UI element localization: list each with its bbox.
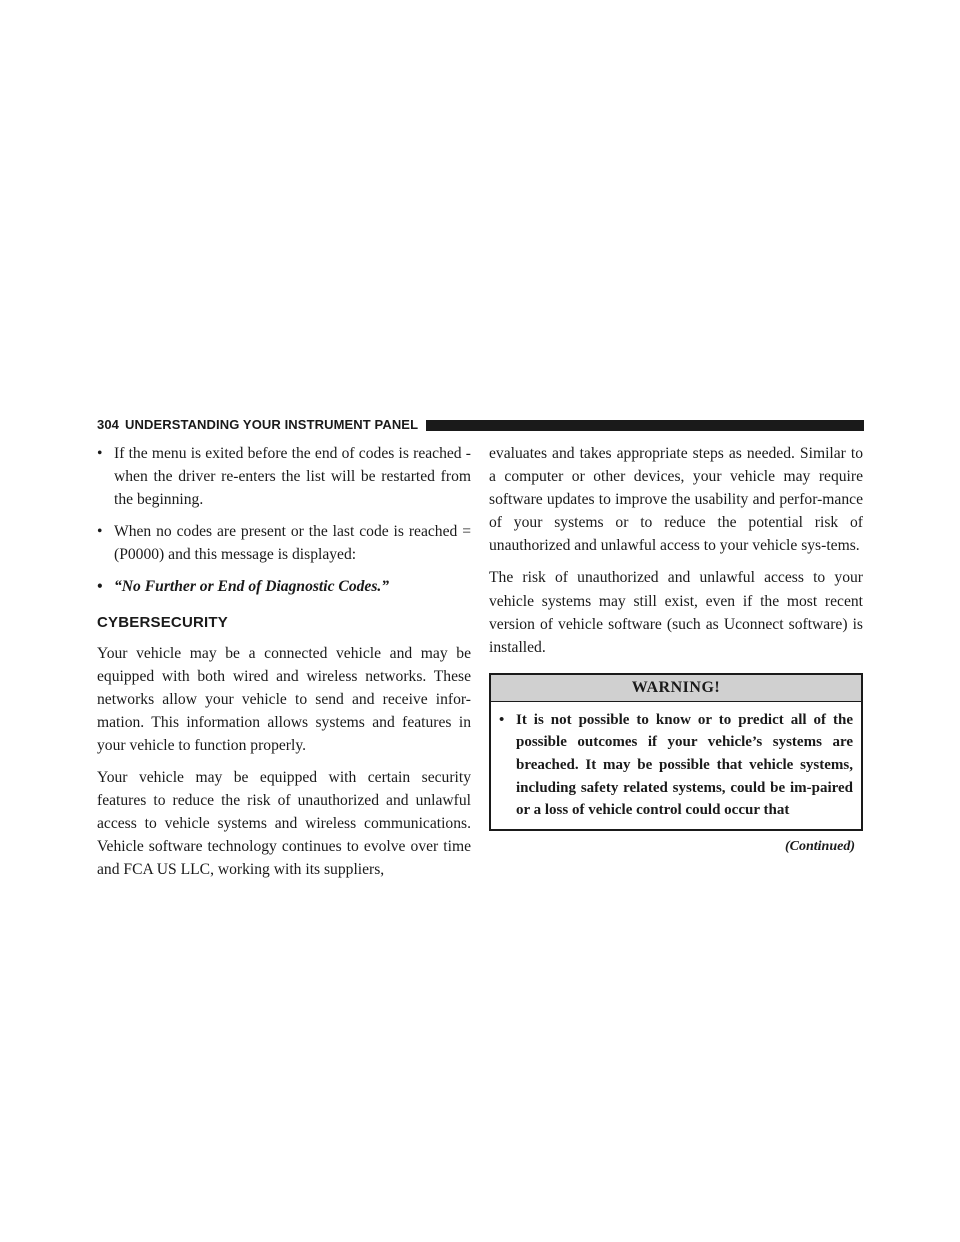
list-item bbox=[97, 520, 471, 566]
body-paragraph: The risk of unauthorized and unlawful access to your vehicle systems may still exist, even if the most recent version of vehicle software (such as Uconnect software) is installed. bbox=[489, 569, 863, 656]
warning-title: WARNING! bbox=[491, 675, 861, 702]
header-label bbox=[97, 417, 426, 433]
page-number: 304 bbox=[97, 417, 119, 432]
bullet-text: “No Further or End of Diagnostic Codes.” bbox=[114, 578, 390, 596]
bullet-text: If the menu is exited before the end of codes is reached - when the driver re-enters the list will be restarted from the beginning. bbox=[114, 445, 471, 509]
bullet-glyph: • bbox=[499, 711, 505, 728]
warning-body bbox=[491, 702, 861, 829]
bullet-glyph: • bbox=[97, 523, 103, 541]
list-item bbox=[97, 575, 471, 598]
bullet-glyph: • bbox=[97, 578, 103, 596]
left-column bbox=[97, 442, 471, 891]
warning-box bbox=[489, 673, 863, 831]
list-item bbox=[97, 442, 471, 511]
section-title: UNDERSTANDING YOUR INSTRUMENT PANEL bbox=[125, 417, 419, 432]
bullet-text: When no codes are present or the last code is reached = (P0000) and this message is displayed: bbox=[114, 523, 471, 564]
bullet-glyph: • bbox=[97, 445, 103, 462]
page-header bbox=[97, 417, 864, 433]
warning-text: It is not possible to know or to predict all of the possible outcomes if your vehicle’s systems are breached. It may be possible that vehicle systems, including safety related systems, could be im-paired or a loss of vehicle control could occur that bbox=[516, 711, 853, 819]
section-heading: CYBERSECURITY bbox=[97, 613, 228, 631]
body-paragraph: Your vehicle may be equipped with certain security features to reduce the risk of unauthorized and unlawful access to vehicle systems and wireless communications. Vehicle software technology continues to evolve over time and FCA US LLC, working with its suppliers, bbox=[97, 769, 471, 879]
list-item bbox=[499, 709, 853, 822]
body-paragraph: Your vehicle may be a connected vehicle and may be equipped with both wired and wireless networks. These networks allow your vehicle to send and receive infor-mation. This information allows systems and features in your vehicle to function properly. bbox=[97, 644, 471, 754]
body-paragraph: evaluates and takes appropriate steps as needed. Similar to a computer or other devices, your vehicle may require software updates to improve the usability and perfor-mance of your systems or to reduce the potential risk of unauthorized and unlawful access to your vehicle sys-tems. bbox=[489, 445, 863, 555]
right-column bbox=[489, 442, 863, 857]
continued-note: (Continued) bbox=[784, 838, 855, 854]
